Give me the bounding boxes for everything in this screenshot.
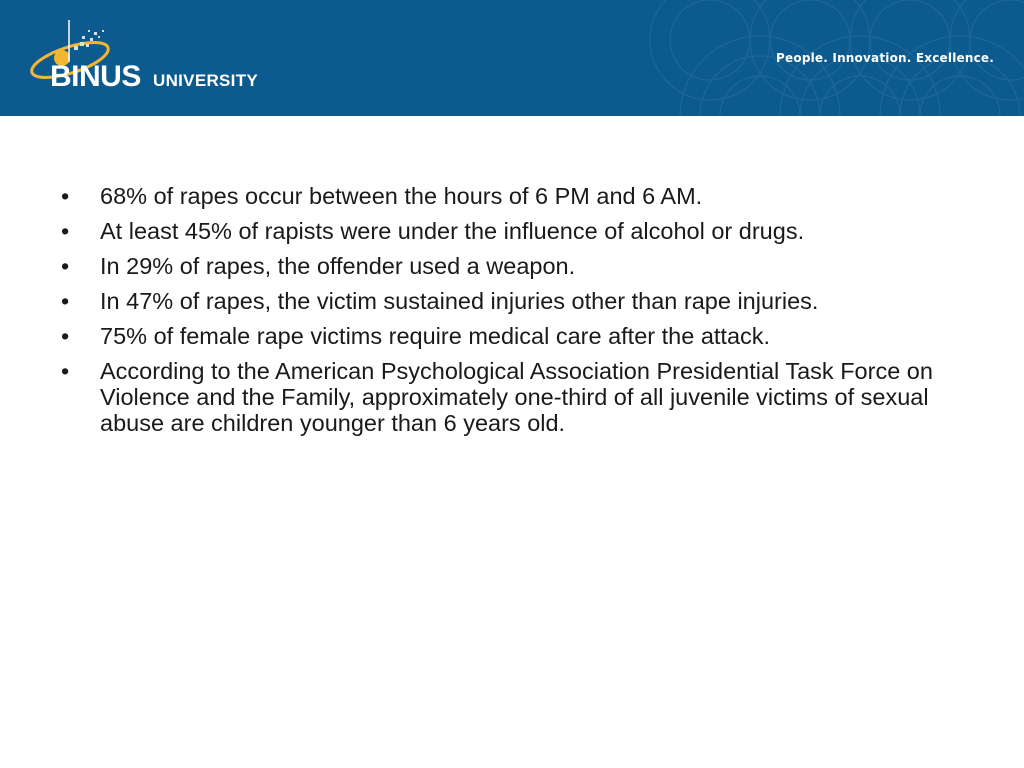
bullet-text: 68% of rapes occur between the hours of 6 PM and 6 AM. xyxy=(100,183,703,209)
bullet-text: 75% of female rape victims require medical care after the attack. xyxy=(100,323,771,349)
bullet-text: In 29% of rapes, the offender used a weapon. xyxy=(100,253,576,279)
bullet-text: In 47% of rapes, the victim sustained injuries other than rape injuries. xyxy=(100,288,819,314)
bullet-item xyxy=(56,253,976,279)
header-banner xyxy=(0,0,1024,116)
bullet-text: According to the American Psychological Association Presidential Task Force on Violence and the Family, approximately one-third of all juvenile victims of sexual abuse are children younger than 6 years old. xyxy=(100,358,933,436)
bullet-item xyxy=(56,323,976,349)
bullet-marker: • xyxy=(61,358,70,384)
tagline: People. Innovation. Excellence. xyxy=(776,51,994,65)
bullet-marker: • xyxy=(61,288,70,314)
bullet-marker: • xyxy=(61,253,70,279)
logo-university-text: UNIVERSITY xyxy=(153,71,259,90)
bullet-text: At least 45% of rapists were under the influence of alcohol or drugs. xyxy=(100,218,805,244)
bullet-list xyxy=(56,183,976,436)
slide-content xyxy=(56,183,976,445)
bullet-item xyxy=(56,358,976,436)
bullet-item xyxy=(56,218,976,244)
logo-wordmark: BINUS xyxy=(50,60,141,93)
bullet-item xyxy=(56,183,976,209)
bullet-marker: • xyxy=(61,323,70,349)
bullet-marker: • xyxy=(61,183,70,209)
bullet-item xyxy=(56,288,976,314)
bullet-marker: • xyxy=(61,218,70,244)
